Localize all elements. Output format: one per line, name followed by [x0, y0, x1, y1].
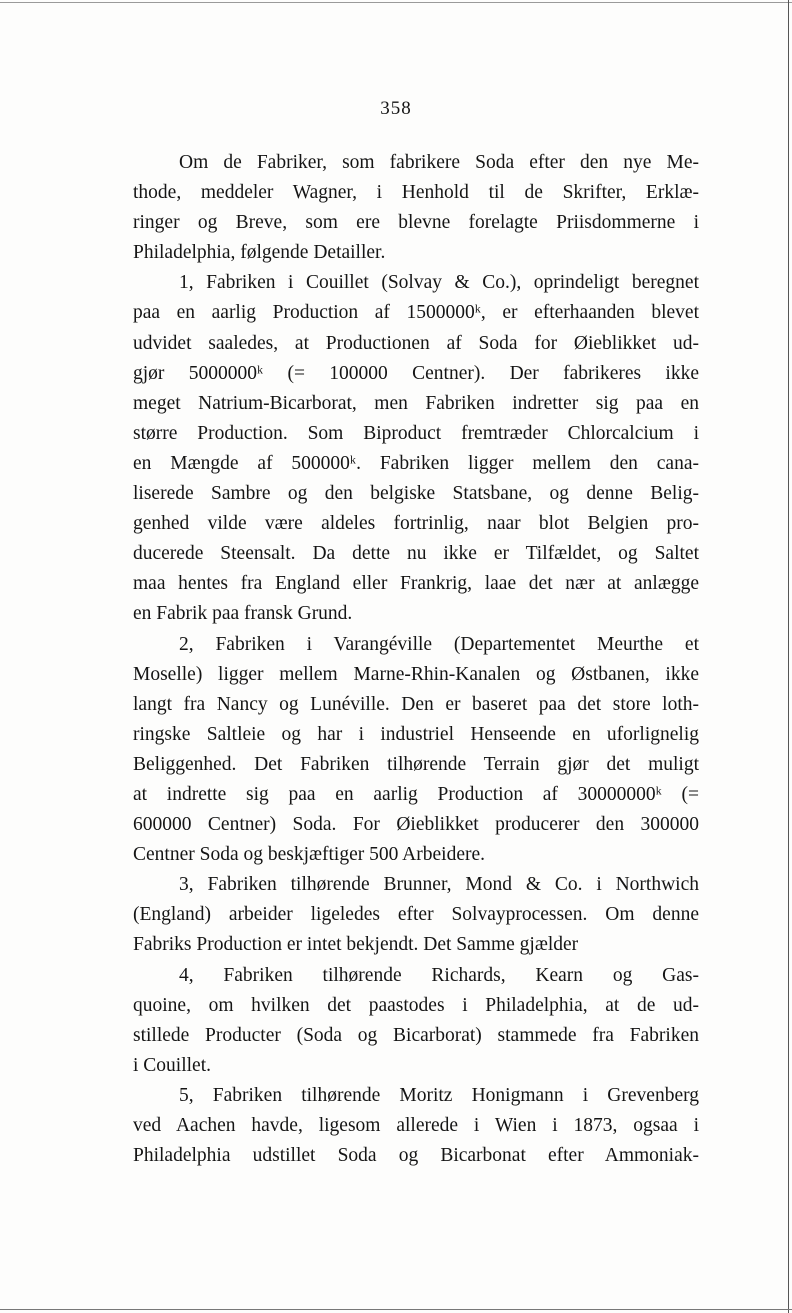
text-line: quoine, om hvilken det paastodes i Philadelphia, at de ud-	[133, 994, 699, 1016]
text-line: genhed vilde være aldeles fortrinlig, naar blot Belgien pro-	[133, 513, 699, 535]
text-line: 3, Fabriken tilhørende Brunner, Mond & Co. i Northwich	[179, 874, 699, 896]
text-line: Centner Soda og beskjæftiger 500 Arbeidere.	[133, 844, 485, 866]
text-line: (England) arbeider ligeledes efter Solvayprocessen. Om denne	[133, 904, 699, 926]
text-line: paa en aarlig Production af 1500000ᵏ, er efterhaanden blevet	[133, 302, 699, 324]
text-line: langt fra Nancy og Lunéville. Den er baseret paa det store loth-	[133, 693, 699, 715]
text-line: en Fabrik paa fransk Grund.	[133, 603, 353, 625]
paragraph	[133, 1081, 699, 1171]
text-line: liserede Sambre og den belgiske Statsbane, og denne Belig-	[133, 483, 699, 505]
page-edge-bottom	[0, 1309, 792, 1310]
paragraph	[133, 268, 699, 629]
text-line: ducerede Steensalt. Da dette nu ikke er Tilfældet, og Saltet	[133, 543, 699, 565]
text-line: at indrette sig paa en aarlig Production af 30000000ᵏ (=	[133, 783, 699, 805]
text-line: Moselle) ligger mellem Marne-Rhin-Kanalen og Østbanen, ikke	[133, 663, 699, 685]
body-text	[133, 148, 699, 1171]
text-line: 2, Fabriken i Varangéville (Departementet Meurthe et	[179, 633, 699, 655]
text-line: 600000 Centner) Soda. For Øieblikket producerer den 300000	[133, 814, 699, 836]
paragraph	[133, 961, 699, 1081]
text-line: udvidet saaledes, at Productionen af Soda for Øieblikket ud-	[133, 332, 699, 354]
text-line: Philadelphia, følgende Detailler.	[133, 242, 386, 264]
text-line: stillede Producter (Soda og Bicarborat) stammede fra Fabriken	[133, 1024, 699, 1046]
paragraph	[133, 630, 699, 871]
text-line: maa hentes fra England eller Frankrig, laae det nær at anlægge	[133, 573, 699, 595]
text-line: større Production. Som Biproduct fremtræder Chlorcalcium i	[133, 422, 699, 444]
paragraph	[133, 148, 699, 268]
text-line: Om de Fabriker, som fabrikere Soda efter den nye Me-	[179, 152, 699, 173]
text-line: meget Natrium-Bicarborat, men Fabriken indretter sig paa en	[133, 392, 699, 414]
page-number: 358	[380, 98, 412, 119]
text-line: gjør 5000000ᵏ (= 100000 Centner). Der fabrikeres ikke	[133, 362, 699, 384]
text-line: Fabriks Production er intet bekjendt. Det Samme gjælder	[133, 934, 579, 956]
page-edge-top	[0, 2, 792, 3]
text-line: Philadelphia udstillet Soda og Bicarbonat efter Ammoniak-	[133, 1145, 699, 1167]
text-line: Beliggenhed. Det Fabriken tilhørende Terrain gjør det muligt	[133, 753, 699, 775]
paragraph	[133, 870, 699, 960]
text-line: i Couillet.	[133, 1054, 211, 1076]
text-line: ved Aachen havde, ligesom allerede i Wien i 1873, ogsaa i	[133, 1115, 699, 1136]
text-line: 1, Fabriken i Couillet (Solvay & Co.), oprindeligt beregnet	[179, 272, 699, 294]
page-edge-right	[788, 0, 789, 1313]
text-line: ringske Saltleie og har i industriel Henseende en uforlignelig	[133, 723, 699, 745]
text-line: ringer og Breve, som ere blevne forelagte Priisdommerne i	[133, 212, 699, 234]
text-line: thode, meddeler Wagner, i Henhold til de Skrifter, Erklæ-	[133, 182, 699, 204]
text-line: 4, Fabriken tilhørende Richards, Kearn og Gas-	[179, 964, 699, 986]
text-line: 5, Fabriken tilhørende Moritz Honigmann i Grevenberg	[179, 1084, 699, 1106]
text-line: en Mængde af 500000ᵏ. Fabriken ligger mellem den cana-	[133, 452, 699, 474]
